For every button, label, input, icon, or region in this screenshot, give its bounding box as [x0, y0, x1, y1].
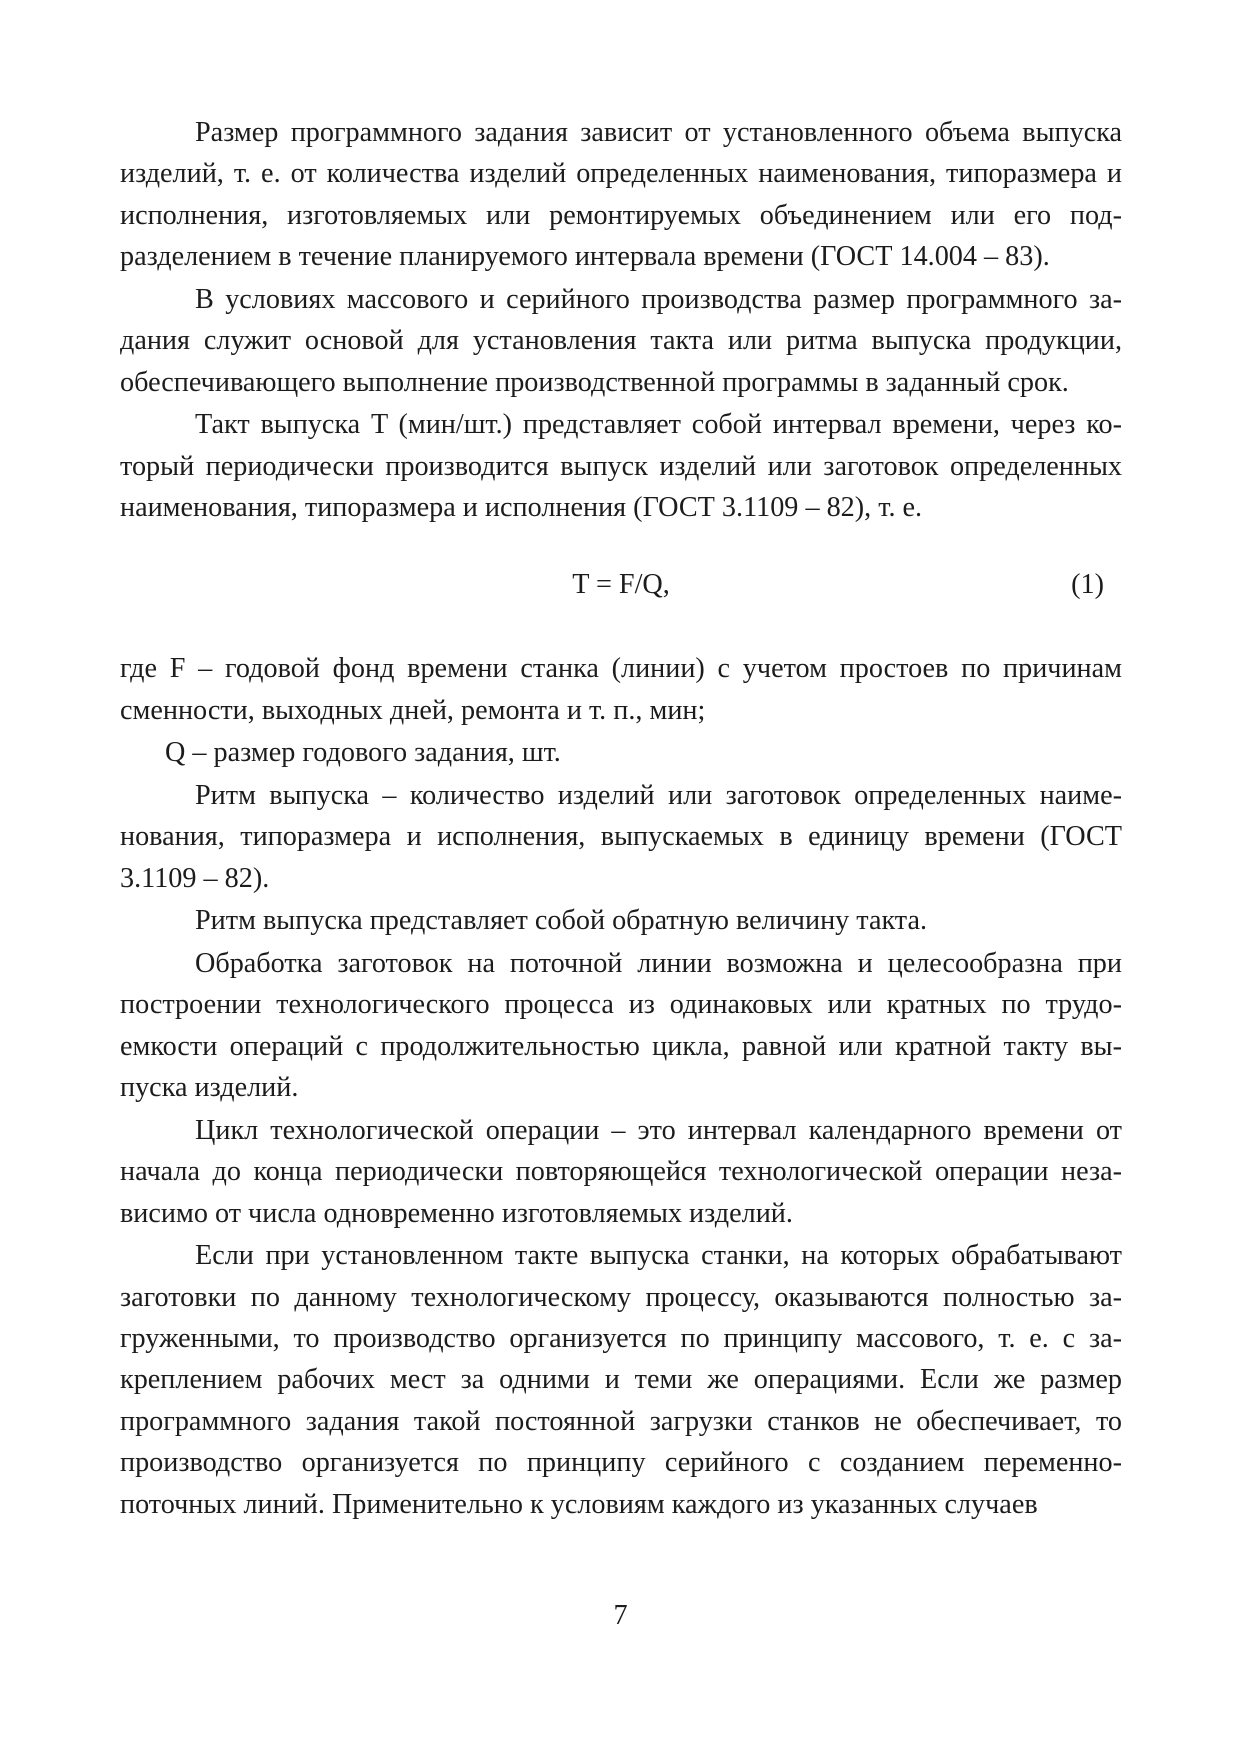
- paragraph-cycle-definition: Цикл технологической операции – это интервал календарного времени от начала до конца периодически повторяющейся технологической операции независимо от числа одновременно изготовляемых изделий.: [120, 1114, 1122, 1229]
- variable-f-explanation: где F – годовой фонд времени станка (линии) с учетом простоев по причинам сменности, выходных дней, ремонта и т. п., мин;: [120, 653, 1122, 726]
- paragraph-takt-definition: Такт выпуска T (мин/шт.) представляет собой интервал времени, через который периодически производится выпуск изделий или заготовок определенных наименования, типоразмера и исполнения (ГОСТ 3.1109 – 82), т. е.: [120, 409, 1122, 524]
- paragraph-organization: Если при установленном такте выпуска станки, на которых обрабатывают заготовки по данному технологическому процессу, оказываются полностью загруженными, то производство организуется по принципу массового, т. е. с закреплением рабочих мест за одними и теми же операциями. Если же размер программного задания такой постоянной загрузки станков не обеспечивает, то производство организуется по принципу серийного с созданием переменно-поточных линий. Применительно к условиям каждого из указанных случаев: [120, 1240, 1122, 1520]
- paragraph-mass-production: В условиях массового и серийного производства размер программного задания служит основой для установления такта или ритма выпуска продукции, обеспечивающего выполнение производственной программы в заданный срок.: [120, 283, 1122, 398]
- formula-expression: T = F/Q,: [572, 569, 670, 601]
- paragraph-flow-line: Обработка заготовок на поточной линии возможна и целесообразна при построении технологического процесса из одинаковых или кратных по трудоемкости операций с продолжительностью цикла, равной или кратной такту выпуска изделий.: [120, 948, 1122, 1104]
- paragraph-program-size: Размер программного задания зависит от установленного объема выпуска изделий, т. е. от количества изделий определенных наименования, типоразмера и исполнения, изготовляемых или ремонтируемых объединением или его подразделением в течение планируемого интервала времени (ГОСТ 14.004 – 83).: [120, 117, 1122, 273]
- body-text: [120, 112, 1122, 1526]
- formula-number: (1): [1071, 569, 1104, 601]
- formula-block: [120, 544, 1122, 634]
- page-number: 7: [613, 1600, 628, 1631]
- paragraph-rhythm-inverse: Ритм выпуска представляет собой обратную величину такта.: [195, 905, 928, 937]
- variable-q-explanation: Q – размер годового задания, шт.: [165, 737, 561, 769]
- paragraph-rhythm-definition: Ритм выпуска – количество изделий или заготовок определенных наименования, типоразмера и исполнения, выпускаемых в единицу времени (ГОСТ 3.1109 – 82).: [120, 780, 1122, 894]
